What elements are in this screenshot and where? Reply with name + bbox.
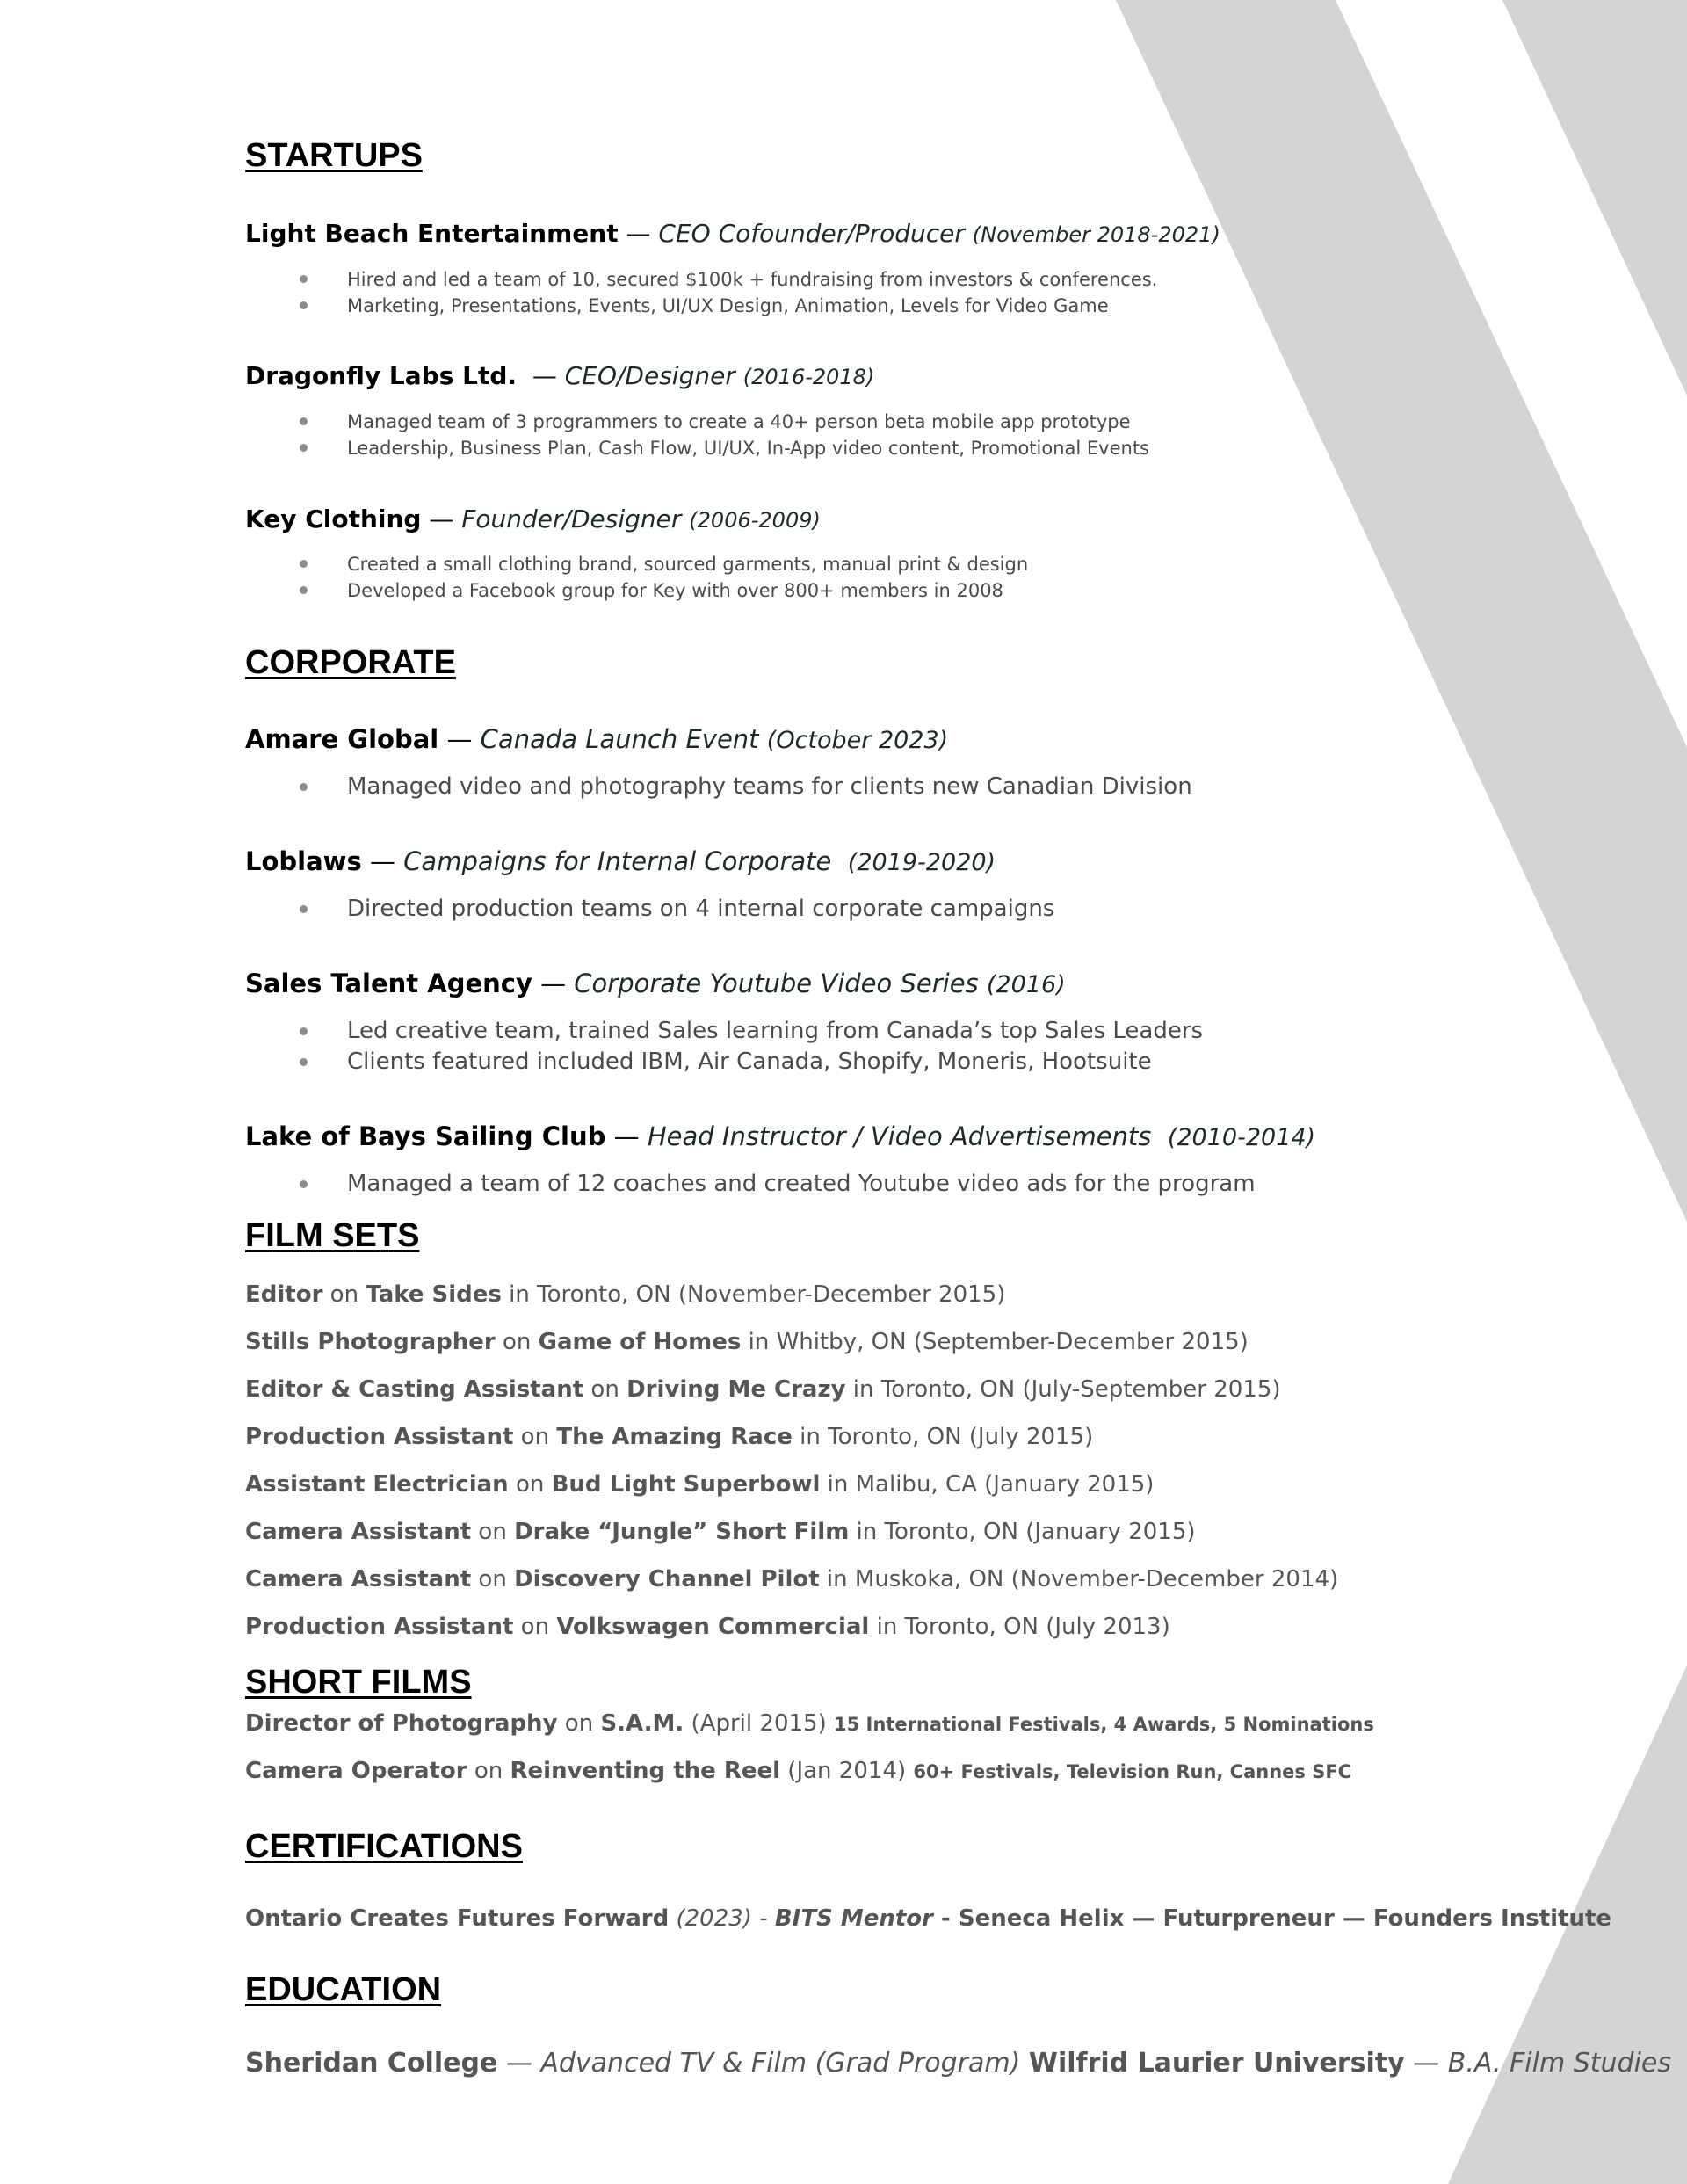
entry-loblaws	[245, 846, 996, 876]
role-title: Founder/Designer	[461, 504, 682, 533]
section-title-education: EDUCATION	[245, 1971, 442, 2008]
list-item: Clients featured included IBM, Air Canada, Shopify, Moneris, Hootsuite	[245, 1047, 1203, 1077]
role-title: Head Instructor / Video Advertisements	[647, 1121, 1152, 1151]
film-credit: Production Assistant on Volkswagen Commercial in Toronto, ON (July 2013)	[245, 1614, 1170, 1640]
separator: —	[532, 969, 575, 998]
role-title: Canada Launch Event	[480, 724, 759, 754]
company-name: Key Clothing	[245, 504, 422, 533]
dates: (2016-2018)	[742, 365, 875, 389]
list-item: Managed team of 3 programmers to create a 40+ person beta mobile app prototype	[245, 409, 1149, 435]
film-credit: Editor & Casting Assistant on Driving Me Crazy in Toronto, ON (July-September 2015)	[245, 1376, 1281, 1403]
short-film-credit: Director of Photography on S.A.M. (April 2015) 15 International Festivals, 4 Awards, 5 Nominations	[245, 1710, 1374, 1737]
separator: —	[605, 1121, 648, 1151]
short-film-credit: Camera Operator on Reinventing the Reel (Jan 2014) 60+ Festivals, Television Run, Cannes SFC	[245, 1758, 1352, 1784]
bullet-icon	[300, 301, 308, 309]
separator: —	[438, 724, 481, 754]
film-credit: Stills Photographer on Game of Homes in Whitby, ON (September-December 2015)	[245, 1329, 1249, 1355]
film-credit: Camera Assistant on Discovery Channel Pilot in Muskoka, ON (November-December 2014)	[245, 1566, 1339, 1593]
bullet-icon	[300, 275, 308, 283]
list-item: Led creative team, trained Sales learning from Canada’s top Sales Leaders	[245, 1016, 1203, 1047]
bullet-icon	[300, 586, 308, 594]
bullet-icon	[300, 417, 308, 425]
bullet-list	[245, 1016, 1203, 1077]
dates: (2016)	[986, 971, 1066, 998]
list-item: Developed a Facebook group for Key with over 800+ members in 2008	[245, 577, 1028, 604]
bullet-icon	[300, 1058, 308, 1066]
bullet-list	[245, 894, 1054, 925]
company-name: Amare Global	[245, 724, 439, 754]
list-item: Managed video and photography teams for clients new Canadian Division	[245, 772, 1192, 802]
company-name: Sales Talent Agency	[245, 969, 532, 998]
company-name: Lake of Bays Sailing Club	[245, 1121, 606, 1151]
education-line: Sheridan College — Advanced TV & Film (Grad Program) Wilfrid Laurier University — B.A. Film Studies	[245, 2048, 1671, 2079]
dates: (October 2023)	[766, 727, 949, 754]
list-item: Directed production teams on 4 internal corporate campaigns	[245, 894, 1054, 925]
list-item: Leadership, Business Plan, Cash Flow, UI/UX, In-App video content, Promotional Events	[245, 435, 1149, 461]
bullet-list	[245, 551, 1028, 604]
entry-lake-of-bays	[245, 1121, 1316, 1151]
company-name: Light Beach Entertainment	[245, 219, 619, 248]
section-title-startups: STARTUPS	[245, 137, 423, 174]
bullet-icon	[300, 783, 308, 791]
dates: (2006-2009)	[689, 508, 821, 533]
separator: —	[517, 361, 565, 390]
bullet-icon	[300, 1180, 308, 1188]
festival-note: 60+ Festivals, Television Run, Cannes SFC	[913, 1761, 1352, 1782]
separator: —	[618, 219, 659, 248]
bullet-icon	[300, 560, 308, 568]
dates: (2019-2020)	[847, 849, 996, 876]
bullet-list	[245, 1169, 1256, 1200]
section-title-film-sets: FILM SETS	[245, 1217, 420, 1254]
entry-key-clothing	[245, 504, 821, 533]
bullet-list	[245, 266, 1157, 319]
list-item: Managed a team of 12 coaches and created Youtube video ads for the program	[245, 1169, 1256, 1200]
separator: —	[421, 504, 462, 533]
section-title-corporate: CORPORATE	[245, 644, 456, 681]
company-name: Dragonfly Labs Ltd.	[245, 361, 518, 390]
section-title-certifications: CERTIFICATIONS	[245, 1828, 523, 1865]
role-title: Corporate Youtube Video Series	[574, 969, 979, 998]
festival-note: 15 International Festivals, 4 Awards, 5 Nominations	[833, 1714, 1374, 1735]
bullet-icon	[300, 905, 308, 913]
list-item: Marketing, Presentations, Events, UI/UX Design, Animation, Levels for Video Game	[245, 293, 1157, 319]
bullet-icon	[300, 444, 308, 452]
certifications-line: Ontario Creates Futures Forward (2023) - BITS Mentor - Seneca Helix — Futurpreneur — Founders Institute	[245, 1905, 1612, 1932]
role-title: CEO/Designer	[564, 361, 735, 390]
diagonal-stripe-right	[1502, 0, 1687, 395]
film-credit: Assistant Electrician on Bud Light Superbowl in Malibu, CA (January 2015)	[245, 1471, 1155, 1498]
list-item: Created a small clothing brand, sourced garments, manual print & design	[245, 551, 1028, 577]
separator: —	[361, 846, 404, 876]
bullet-list	[245, 772, 1192, 802]
dates: (November 2018-2021)	[972, 222, 1220, 247]
list-item: Hired and led a team of 10, secured $100k + fundraising from investors & conferences.	[245, 266, 1157, 293]
section-title-short-films: SHORT FILMS	[245, 1664, 472, 1701]
entry-sales-talent	[245, 971, 1066, 997]
entry-light-beach	[245, 221, 1220, 246]
film-credit: Production Assistant on The Amazing Race in Toronto, ON (July 2015)	[245, 1424, 1094, 1450]
entry-dragonfly	[245, 361, 875, 390]
bullet-list	[245, 409, 1149, 461]
bullet-icon	[300, 1027, 308, 1035]
role-title: CEO Cofounder/Producer	[658, 219, 965, 248]
company-name: Loblaws	[245, 846, 362, 876]
film-credit: Editor on Take Sides in Toronto, ON (November-December 2015)	[245, 1281, 1006, 1308]
role-title: Campaigns for Internal Corporate	[403, 846, 832, 876]
entry-amare	[245, 724, 949, 754]
dates: (2010-2014)	[1167, 1124, 1316, 1151]
film-credit: Camera Assistant on Drake “Jungle” Short Film in Toronto, ON (January 2015)	[245, 1519, 1196, 1545]
